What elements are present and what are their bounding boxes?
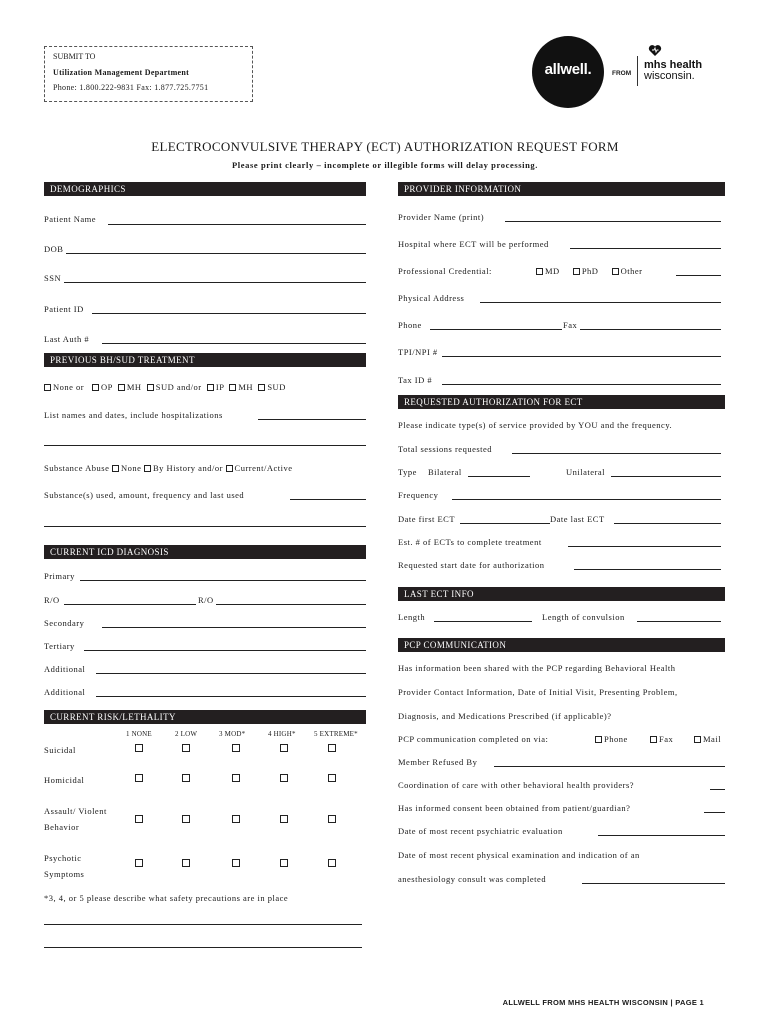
additional1-label: Additional <box>44 664 86 674</box>
dob-label: DOB <box>44 244 64 254</box>
est-number-field[interactable] <box>568 546 721 547</box>
risk-checkbox[interactable] <box>328 744 336 752</box>
form-title: ELECTROCONVULSIVE THERAPY (ECT) AUTHORIZATION REQUEST FORM <box>151 139 619 154</box>
previous-treatment-heading: PREVIOUS BH/SUD TREATMENT <box>44 353 366 367</box>
ip-label: IP <box>215 382 225 392</box>
none-or-label: None or <box>53 382 85 392</box>
secondary-field[interactable] <box>102 627 366 628</box>
additional2-label: Additional <box>44 687 86 697</box>
pcp-mail-label: Mail <box>703 734 722 744</box>
date-first-label: Date first ECT <box>398 514 456 524</box>
consent-field[interactable] <box>704 812 725 813</box>
current-active-label: Current/Active <box>234 463 293 473</box>
ro2-label: R/O <box>198 595 214 605</box>
submit-to-label: SUBMIT TO <box>53 52 96 61</box>
risk-note: *3, 4, or 5 please describe what safety precautions are in place <box>44 893 289 903</box>
risk-checkbox[interactable] <box>232 859 240 867</box>
primary-label: Primary <box>44 571 75 581</box>
date-first-field[interactable] <box>460 523 550 524</box>
substance-none-label: None <box>120 463 142 473</box>
risk-row-label: Assault/ Violent <box>44 806 107 816</box>
primary-field[interactable] <box>80 580 366 581</box>
risk-checkbox[interactable] <box>328 859 336 867</box>
fax-option <box>650 734 673 744</box>
risk-checkbox[interactable] <box>182 859 190 867</box>
allwell-logo-text: allwell. <box>544 61 592 78</box>
substances-used-field-2[interactable] <box>44 526 366 527</box>
pcp-shared-line2: Provider Contact Information, Date of Initial Visit, Presenting Problem, <box>398 687 678 697</box>
ip-checkbox[interactable] <box>207 384 214 391</box>
risk-row-label: Suicidal <box>44 745 76 755</box>
pcp-fax-checkbox[interactable] <box>650 736 657 743</box>
tpi-field[interactable] <box>442 356 721 357</box>
risk-col-5: 5 EXTREME* <box>314 730 358 738</box>
mh-label: MH <box>126 382 142 392</box>
coordination-field[interactable] <box>710 789 725 790</box>
op-checkbox[interactable] <box>92 384 99 391</box>
phone-option <box>595 734 628 744</box>
list-hospitalizations-field[interactable] <box>258 419 366 420</box>
by-history-label: By History and/or <box>153 463 223 473</box>
phone-label: Phone <box>398 320 422 330</box>
ro1-field[interactable] <box>64 604 196 605</box>
risk-row-label-2: Symptoms <box>44 869 85 879</box>
risk-checkbox[interactable] <box>280 774 288 782</box>
risk-checkbox[interactable] <box>135 774 143 782</box>
risk-checkbox[interactable] <box>280 744 288 752</box>
unilateral-label: Unilateral <box>566 467 605 477</box>
requested-start-label: Requested start date for authorization <box>398 560 545 570</box>
pcp-phone-checkbox[interactable] <box>595 736 602 743</box>
pcp-shared-line3: Diagnosis, and Medications Prescribed (if applicable)? <box>398 711 612 721</box>
other-credential-field[interactable] <box>676 275 721 276</box>
risk-checkbox[interactable] <box>135 744 143 752</box>
md-label: MD <box>545 266 560 276</box>
pcp-phone-label: Phone <box>604 734 628 744</box>
risk-heading: CURRENT RISK/LETHALITY <box>44 710 366 724</box>
mhs-logo-line2: wisconsin. <box>644 70 695 82</box>
date-last-label: Date last ECT <box>550 514 605 524</box>
last-ect-heading: LAST ECT INFO <box>398 587 725 601</box>
risk-col-2: 2 LOW <box>175 730 198 738</box>
substance-none-checkbox[interactable] <box>112 465 119 472</box>
recent-psych-label: Date of most recent psychiatric evaluation <box>398 826 563 836</box>
patient-name-field[interactable] <box>108 224 366 225</box>
risk-checkbox[interactable] <box>182 744 190 752</box>
risk-checkbox[interactable] <box>328 774 336 782</box>
none-or-checkbox[interactable] <box>44 384 51 391</box>
length-convulsion-label: Length of convulsion <box>542 612 625 622</box>
risk-checkbox[interactable] <box>232 815 240 823</box>
list-hospitalizations-label: List names and dates, include hospitalizations <box>44 410 223 420</box>
consent-label: Has informed consent been obtained from patient/guardian? <box>398 803 631 813</box>
risk-checkbox[interactable] <box>135 859 143 867</box>
risk-col-3: 3 MOD* <box>219 730 246 738</box>
hospital-field[interactable] <box>570 248 721 249</box>
logo-divider <box>637 56 638 86</box>
member-refused-field[interactable] <box>494 766 725 767</box>
substances-used-label: Substance(s) used, amount, frequency and last used <box>44 490 245 500</box>
op-label: OP <box>101 382 113 392</box>
sud-checkbox[interactable] <box>147 384 154 391</box>
credential-options <box>536 266 642 276</box>
risk-checkbox[interactable] <box>135 815 143 823</box>
risk-checkbox[interactable] <box>232 774 240 782</box>
est-number-label: Est. # of ECTs to complete treatment <box>398 537 542 547</box>
list-hospitalizations-field-2[interactable] <box>44 445 366 446</box>
provider-name-field[interactable] <box>505 221 721 222</box>
ip-sud-checkbox[interactable] <box>258 384 265 391</box>
risk-row-label: Homicidal <box>44 775 85 785</box>
substance-abuse-label: Substance Abuse <box>44 463 110 473</box>
unilateral-field[interactable] <box>611 476 721 477</box>
ip-sud-label: SUD <box>267 382 286 392</box>
mhs-logo-line1: mhs health <box>644 59 703 71</box>
mhs-logo <box>644 60 702 82</box>
recent-physical-line2: anesthesiology consult was completed <box>398 874 547 884</box>
pcp-shared-line1: Has information been shared with the PCP regarding Behavioral Health <box>398 663 676 673</box>
address-field[interactable] <box>480 302 721 303</box>
risk-checkbox[interactable] <box>280 859 288 867</box>
patient-id-field[interactable] <box>92 313 366 314</box>
type-label: Type <box>398 467 417 477</box>
requested-heading: REQUESTED AUTHORIZATION FOR ECT <box>398 395 725 409</box>
coordination-label: Coordination of care with other behavioral health providers? <box>398 780 635 790</box>
length-convulsion-field[interactable] <box>637 621 721 622</box>
member-refused-label: Member Refused By <box>398 757 478 767</box>
risk-col-4: 4 HIGH* <box>268 730 296 738</box>
recent-physical-field[interactable] <box>582 883 725 884</box>
indicate-service-label: Please indicate type(s) of service provided by YOU and the frequency. <box>398 420 673 430</box>
ip-mh-label: MH <box>238 382 254 392</box>
tpi-label: TPI/NPI # <box>398 347 438 357</box>
risk-col-1: 1 NONE <box>126 730 152 738</box>
tertiary-label: Tertiary <box>44 641 75 651</box>
mail-option <box>694 734 721 744</box>
provider-heading: PROVIDER INFORMATION <box>398 182 725 196</box>
ro1-label: R/O <box>44 595 60 605</box>
ssn-label: SSN <box>44 273 62 283</box>
risk-row-label: Psychotic <box>44 853 82 863</box>
length-label: Length <box>398 612 426 622</box>
ssn-field[interactable] <box>64 282 366 283</box>
credential-label: Professional Credential: <box>398 266 492 276</box>
dob-field[interactable] <box>66 253 366 254</box>
requested-start-field[interactable] <box>574 569 721 570</box>
safety-precautions-field[interactable] <box>44 924 362 925</box>
additional1-field[interactable] <box>96 673 366 674</box>
md-checkbox[interactable] <box>536 268 543 275</box>
pcp-mail-checkbox[interactable] <box>694 736 701 743</box>
tertiary-field[interactable] <box>84 650 366 651</box>
patient-name-label: Patient Name <box>44 214 97 224</box>
ip-mh-checkbox[interactable] <box>229 384 236 391</box>
recent-physical-line1: Date of most recent physical examination and indication of an <box>398 850 640 860</box>
page-footer: ALLWELL FROM MHS HEALTH WISCONSIN | PAGE 1 <box>502 998 704 1007</box>
department-name: Utilization Management Department <box>53 68 190 77</box>
date-last-field[interactable] <box>614 523 721 524</box>
safety-precautions-field-2[interactable] <box>44 947 362 948</box>
risk-checkbox[interactable] <box>182 774 190 782</box>
risk-row-label-2: Behavior <box>44 822 80 832</box>
contact-info: Phone: 1.800.222-9831 Fax: 1.877.725.7751 <box>53 83 209 92</box>
patient-id-label: Patient ID <box>44 304 84 314</box>
tax-id-label: Tax ID # <box>398 375 433 385</box>
length-field[interactable] <box>434 621 532 622</box>
current-active-checkbox[interactable] <box>226 465 233 472</box>
other-checkbox[interactable] <box>612 268 619 275</box>
address-label: Physical Address <box>398 293 465 303</box>
hospital-label: Hospital where ECT will be performed <box>398 239 549 249</box>
secondary-label: Secondary <box>44 618 85 628</box>
form-subtitle: Please print clearly – incomplete or illegible forms will delay processing. <box>231 160 539 170</box>
last-auth-label: Last Auth # <box>44 334 90 344</box>
total-sessions-label: Total sessions requested <box>398 444 493 454</box>
frequency-label: Frequency <box>398 490 439 500</box>
phd-checkbox[interactable] <box>573 268 580 275</box>
tax-id-field[interactable] <box>442 384 721 385</box>
ro2-field[interactable] <box>216 604 366 605</box>
diagnosis-heading: CURRENT ICD DIAGNOSIS <box>44 545 366 559</box>
pcp-heading: PCP COMMUNICATION <box>398 638 725 652</box>
additional2-field[interactable] <box>96 696 366 697</box>
substances-used-field[interactable] <box>290 499 366 500</box>
sud-andor-label: SUD and/or <box>155 382 202 392</box>
pcp-fax-label: Fax <box>659 734 674 744</box>
other-label: Other <box>620 266 643 276</box>
mh-checkbox[interactable] <box>118 384 125 391</box>
demographics-heading: DEMOGRAPHICS <box>44 182 366 196</box>
fax-field[interactable] <box>580 329 721 330</box>
recent-psych-field[interactable] <box>598 835 725 836</box>
fax-label: Fax <box>563 320 578 330</box>
total-sessions-field[interactable] <box>512 453 721 454</box>
last-auth-field[interactable] <box>102 343 366 344</box>
risk-checkbox[interactable] <box>280 815 288 823</box>
frequency-field[interactable] <box>452 499 721 500</box>
from-label: FROM <box>612 70 632 77</box>
risk-checkbox[interactable] <box>232 744 240 752</box>
previous-treatment-options <box>44 382 286 392</box>
provider-name-label: Provider Name (print) <box>398 212 485 222</box>
risk-checkbox[interactable] <box>328 815 336 823</box>
completed-via-label: PCP communication completed on via: <box>398 734 549 744</box>
bilateral-field[interactable] <box>468 476 530 477</box>
risk-checkbox[interactable] <box>182 815 190 823</box>
phd-label: PhD <box>581 266 599 276</box>
phone-field[interactable] <box>430 329 562 330</box>
bilateral-label: Bilateral <box>428 467 462 477</box>
substance-abuse-row <box>44 463 293 473</box>
by-history-checkbox[interactable] <box>144 465 151 472</box>
